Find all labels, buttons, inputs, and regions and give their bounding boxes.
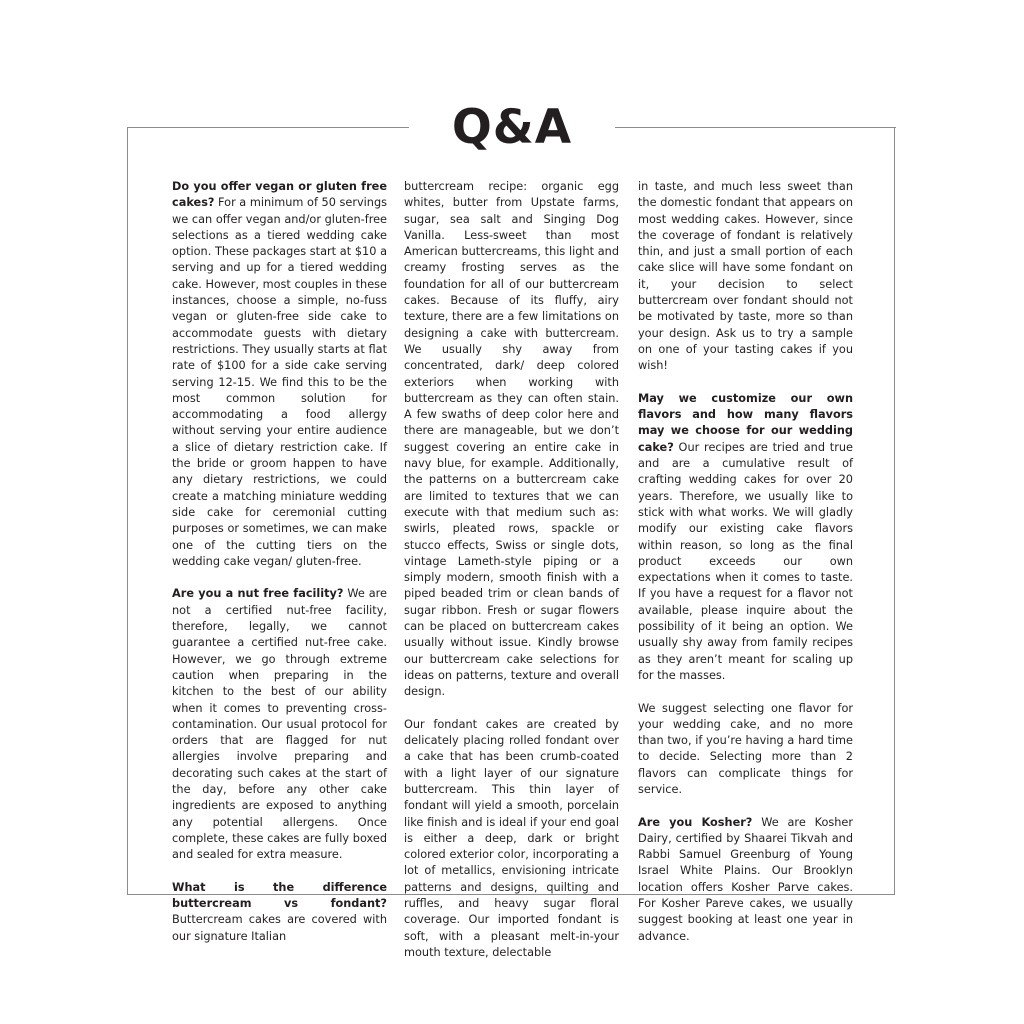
qa-custom-flavors (638, 391, 853, 684)
paragraph-flavor-suggestion: We suggest selecting one flavor for your wedding cake, and no more than two, if you’re having a hard time to decide. Selecting more than 2 flavors can complicate things for service. (638, 701, 853, 796)
column-1 (172, 179, 387, 961)
question: May we customize our own flavors and how many flavors may we choose for our wedding cake? (638, 391, 853, 454)
qa-buttercream-vs-fondant (172, 880, 387, 945)
paragraph-fondant: Our fondant cakes are created by delicately placing rolled fondant over a cake that has been crumb-coated with a light layer of our signature buttercream. This thin layer of fondant will yield a smooth, porcelain like finish and is ideal if your end goal is either a deep, dark or bright colored exterior color, incorporating a lot of metallics, envisioning intricate patterns and designs, quilting and ruffles, and heavy sugar floral coverage. Our imported fondant is soft, with a pleasant melt-in-your mouth texture, delectable (404, 717, 619, 959)
frame-top-rule-right (615, 127, 896, 128)
answer: We are Kosher Dairy, certified by Shaarei Tikvah and Rabbi Samuel Greenburg of Young Israel White Plains. Our Brooklyn location offers Kosher Parve cakes. For Kosher Pareve cakes, we usually suggest booking at least one year in advance. (638, 815, 853, 943)
paragraph-buttercream: buttercream recipe: organic egg whites, butter from Upstate farms, sugar, sea salt and Singing Dog Vanilla. Less-sweet than most American buttercreams, this light and creamy frosting serves as the foundation for all of our buttercream cakes. Because of its fluffy, airy texture, there are a few limitations on designing a cake with buttercream. We usually shy away from concentrated, dark/ deep colored exteriors when working with buttercream as they can often stain. A few swaths of deep color here and there are manageable, but we don’t suggest covering an entire cake in navy blue, for example. Additionally, the patterns on a buttercream cake are limited to textures that we can execute with that medium such as: swirls, pleated rows, spackle or stucco effects, Swiss or single dots, vintage Lameth-style piping or a simply modern, smooth finish with a piped beaded trim or clean bands of sugar ribbon. Fresh or sugar flowers can be placed on buttercream cakes usually without issue. Kindly browse our buttercream cake selections for ideas on patterns, texture and overall design. (404, 180, 619, 699)
qa-kosher (638, 815, 853, 945)
paragraph-fondant-continued: in taste, and much less sweet than the domestic fondant that appears on most wedding cakes. However, since the coverage of fondant is relatively thin, and just a small portion of each cake slice will have some fondant on it, your decision to select buttercream over fondant should not be motivated by taste, more so than your design. Ask us to try a sample on one of your tasting cakes if you wish! (638, 180, 853, 373)
qa-vegan-gluten-free (172, 179, 387, 570)
frame-top-rule-left (127, 127, 409, 128)
answer: We are not a certified nut-free facility, therefore, legally, we cannot guarantee a certified nut-free cake. However, we go through extreme caution when preparing in the kitchen to the best of our ability when it comes to preventing cross-contamination. Our usual protocol for orders that are flagged for nut allergies involve preparing and decorating such cakes at the start of the day, before any other cake ingredients are exposed to anything any potential allergens. Once complete, these cakes are fully boxed and sealed for extra measure. (172, 587, 387, 862)
page-title: Q&A (451, 100, 573, 155)
question: Are you Kosher? (638, 815, 753, 829)
column-2 (404, 179, 619, 978)
answer: Our recipes are tried and true and are a cumulative result of crafting wedding cakes for over 20 years. Therefore, we usually like to stick with what works. We will gladly modify our existing cake flavors within reason, so long as the final product exceeds our own expectations when it comes to taste. If you have a request for a flavor not available, please inquire about the possibility of it being an option. We usually shy away from family recipes as they aren’t meant for scaling up for the masses. (638, 440, 853, 682)
qa-nut-free (172, 586, 387, 863)
question: What is the difference buttercream vs fondant? (172, 880, 387, 911)
question: Do you offer vegan or gluten free cakes? (172, 180, 387, 210)
question: Are you a nut free facility? (172, 587, 344, 601)
column-3 (638, 179, 853, 961)
answer: For a minimum of 50 servings we can offer vegan and/or gluten-free selections as a tiered wedding cake option. These packages start at $10 a serving and up for a tiered wedding cake. However, most couples in these instances, choose a simple, no-fuss vegan or gluten-free side cake to accommodate guests with dietary restrictions. They usually starts at flat rate of $100 for a side cake serving serving 12-15. We find this to be the most common solution for accommodating a food allergy without serving your entire audience a slice of dietary restriction cake. If the bride or groom happen to have any dietary restrictions, we could create a matching miniature wedding side cake for ceremonial cutting purposes or sometimes, we can make one of the cutting tiers on the wedding cake vegan/ gluten-free. (172, 196, 387, 568)
answer: Buttercream cakes are covered with our signature Italian (172, 913, 387, 943)
